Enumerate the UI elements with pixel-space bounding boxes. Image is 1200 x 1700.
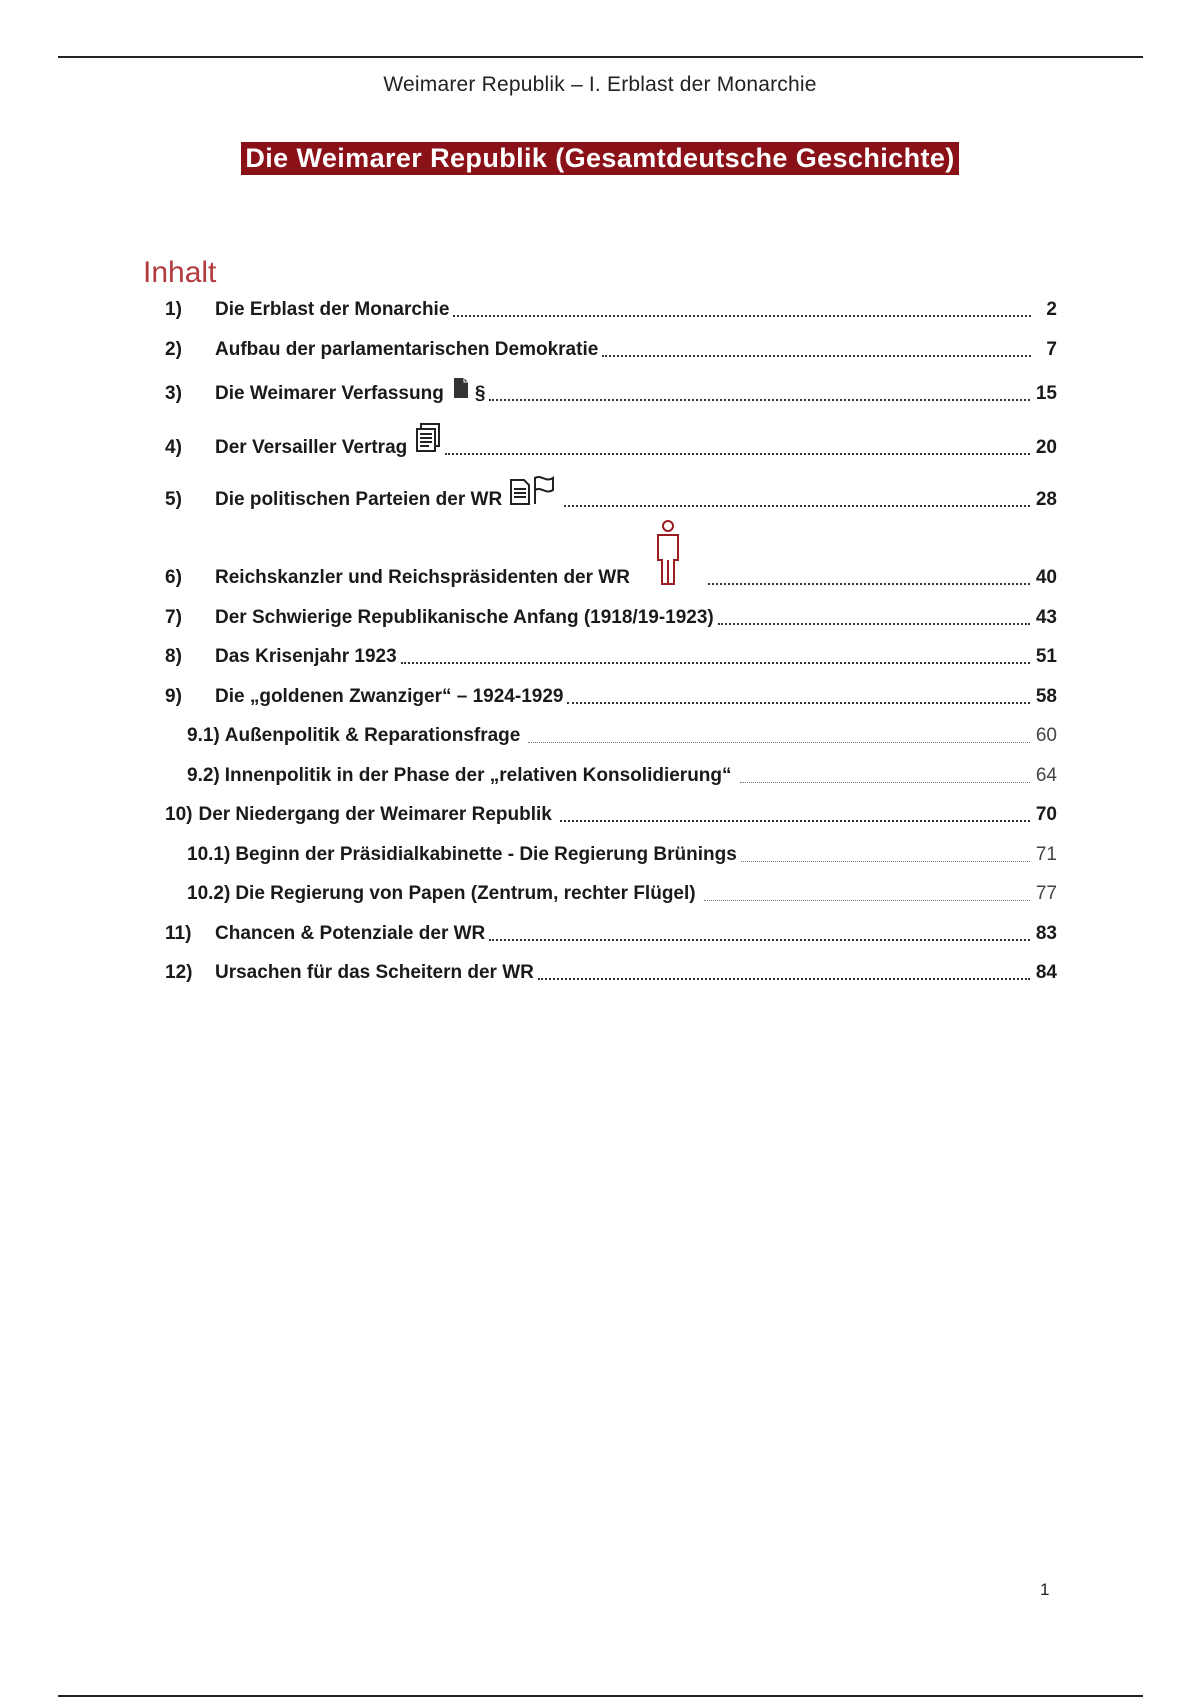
title-wrap bbox=[0, 142, 1200, 175]
toc-entry-label: Beginn der Präsidialkabinette - Die Regierung Brünings bbox=[235, 844, 737, 865]
toc-entry-4[interactable] bbox=[165, 423, 1057, 460]
toc-entry-page: 84 bbox=[1035, 962, 1057, 983]
toc-entry-page: 40 bbox=[1035, 567, 1057, 588]
document-lines-icon bbox=[510, 479, 530, 512]
toc-entry-page: 83 bbox=[1035, 923, 1057, 944]
toc-entry-6[interactable] bbox=[165, 566, 1057, 590]
page-number: 1 bbox=[1040, 1580, 1050, 1599]
dot-leader bbox=[538, 978, 1030, 980]
toc-entry-label: Außenpolitik & Reparationsfrage bbox=[224, 725, 521, 746]
toc-entry-page: 64 bbox=[1035, 765, 1057, 786]
toc-entry-number: 3) bbox=[165, 383, 182, 404]
document-icon bbox=[452, 377, 470, 406]
toc-entry-number: 6) bbox=[165, 567, 182, 588]
toc-entry-9-2[interactable] bbox=[187, 764, 1057, 788]
toc-entry-page: 7 bbox=[1046, 339, 1057, 360]
toc-entry-page: 60 bbox=[1035, 725, 1057, 746]
toc-entry-2[interactable] bbox=[165, 338, 1057, 362]
toc-entry-label: Die „goldenen Zwanziger“ – 1924-1929 bbox=[215, 686, 564, 707]
dot-leader bbox=[560, 820, 1030, 822]
header-rule bbox=[58, 56, 1143, 58]
toc-entry-number: 2) bbox=[165, 339, 182, 360]
toc-entry-9-1[interactable] bbox=[187, 724, 1057, 748]
toc-entry-label: Die Regierung von Papen (Zentrum, rechter Flügel) bbox=[235, 883, 696, 904]
dot-leader bbox=[740, 782, 1030, 783]
toc-entry-page: 15 bbox=[1035, 383, 1057, 404]
toc-entry-page: 77 bbox=[1035, 883, 1057, 904]
toc-entry-label: Die Weimarer Verfassung bbox=[215, 383, 444, 404]
toc-entry-number: 7) bbox=[165, 607, 182, 628]
toc-entry-1[interactable] bbox=[165, 298, 1057, 322]
toc-entry-label: Der Versailler Vertrag bbox=[215, 437, 408, 458]
dot-leader bbox=[445, 453, 1030, 455]
dot-leader bbox=[708, 583, 1030, 585]
dot-leader bbox=[741, 861, 1030, 862]
page-header: Weimarer Republik – I. Erblast der Monarchie bbox=[383, 73, 817, 96]
dot-leader bbox=[567, 702, 1029, 704]
toc-entry-number: 12) bbox=[165, 962, 193, 983]
toc-entry-label: Der Schwierige Republikanische Anfang (1918/19-1923) bbox=[215, 607, 714, 628]
dot-leader bbox=[704, 900, 1030, 901]
paragraph-symbol: § bbox=[474, 383, 486, 404]
scroll-icon bbox=[415, 423, 441, 460]
toc-entry-page: 20 bbox=[1035, 437, 1057, 458]
toc-entry-label: Reichskanzler und Reichspräsidenten der WR bbox=[215, 567, 630, 588]
toc-entry-label: Das Krisenjahr 1923 bbox=[215, 646, 397, 667]
dot-leader bbox=[564, 505, 1030, 507]
toc-entry-page: 43 bbox=[1035, 607, 1057, 628]
dot-leader bbox=[453, 315, 1031, 317]
toc-entry-number: 9.1) bbox=[187, 725, 220, 746]
toc-entry-number: 9) bbox=[165, 686, 182, 707]
toc-entry-number: 10.1) bbox=[187, 844, 231, 865]
toc-entry-page: 28 bbox=[1035, 489, 1057, 510]
toc-entry-number: 8) bbox=[165, 646, 182, 667]
dot-leader bbox=[489, 399, 1029, 401]
toc-entry-number: 9.2) bbox=[187, 765, 220, 786]
toc-entry-number: 11) bbox=[165, 923, 192, 944]
toc-entry-3[interactable] bbox=[165, 377, 1057, 406]
toc-entry-10-1[interactable] bbox=[187, 843, 1057, 867]
toc-entry-page: 58 bbox=[1035, 686, 1057, 707]
toc-entry-number: 10.2) bbox=[187, 883, 231, 904]
toc-entry-label: Chancen & Potenziale der WR bbox=[215, 923, 486, 944]
toc-entry-label: Die politischen Parteien der WR bbox=[215, 489, 503, 510]
document-title: Die Weimarer Republik (Gesamtdeutsche Geschichte) bbox=[241, 142, 958, 175]
toc-entry-7[interactable] bbox=[165, 606, 1057, 630]
toc-heading: Inhalt bbox=[143, 256, 217, 289]
toc-entry-10[interactable] bbox=[165, 803, 1057, 827]
toc-entry-page: 70 bbox=[1035, 804, 1057, 825]
toc-entry-11[interactable] bbox=[165, 922, 1057, 946]
flag-icon bbox=[532, 475, 560, 512]
footer-rule bbox=[58, 1695, 1143, 1697]
dot-leader bbox=[489, 939, 1030, 941]
toc-entry-label: Ursachen für das Scheitern der WR bbox=[215, 962, 534, 983]
toc-entry-10-2[interactable] bbox=[187, 882, 1057, 906]
dot-leader bbox=[528, 742, 1030, 743]
dot-leader bbox=[401, 662, 1030, 664]
toc-entry-page: 51 bbox=[1035, 646, 1057, 667]
toc-entry-label: Die Erblast der Monarchie bbox=[215, 299, 450, 320]
toc-entry-number: 1) bbox=[165, 299, 182, 320]
toc-entry-number: 5) bbox=[165, 489, 182, 510]
toc-entry-label: Innenpolitik in der Phase der „relativen Konsolidierung“ bbox=[224, 765, 732, 786]
toc-entry-label: Der Niedergang der Weimarer Republik bbox=[198, 804, 552, 825]
toc-entry-page: 71 bbox=[1035, 844, 1057, 865]
dot-leader bbox=[602, 355, 1031, 357]
toc-entry-number: 4) bbox=[165, 437, 182, 458]
dot-leader bbox=[718, 623, 1030, 625]
toc-entry-8[interactable] bbox=[165, 645, 1057, 669]
toc-entry-12[interactable] bbox=[165, 961, 1057, 985]
toc-entry-9[interactable] bbox=[165, 685, 1057, 709]
toc-entry-label: Aufbau der parlamentarischen Demokratie bbox=[215, 339, 599, 360]
toc-entry-5[interactable] bbox=[165, 475, 1057, 512]
toc-entry-number: 10) bbox=[165, 804, 193, 825]
toc-entry-page: 2 bbox=[1046, 299, 1057, 320]
